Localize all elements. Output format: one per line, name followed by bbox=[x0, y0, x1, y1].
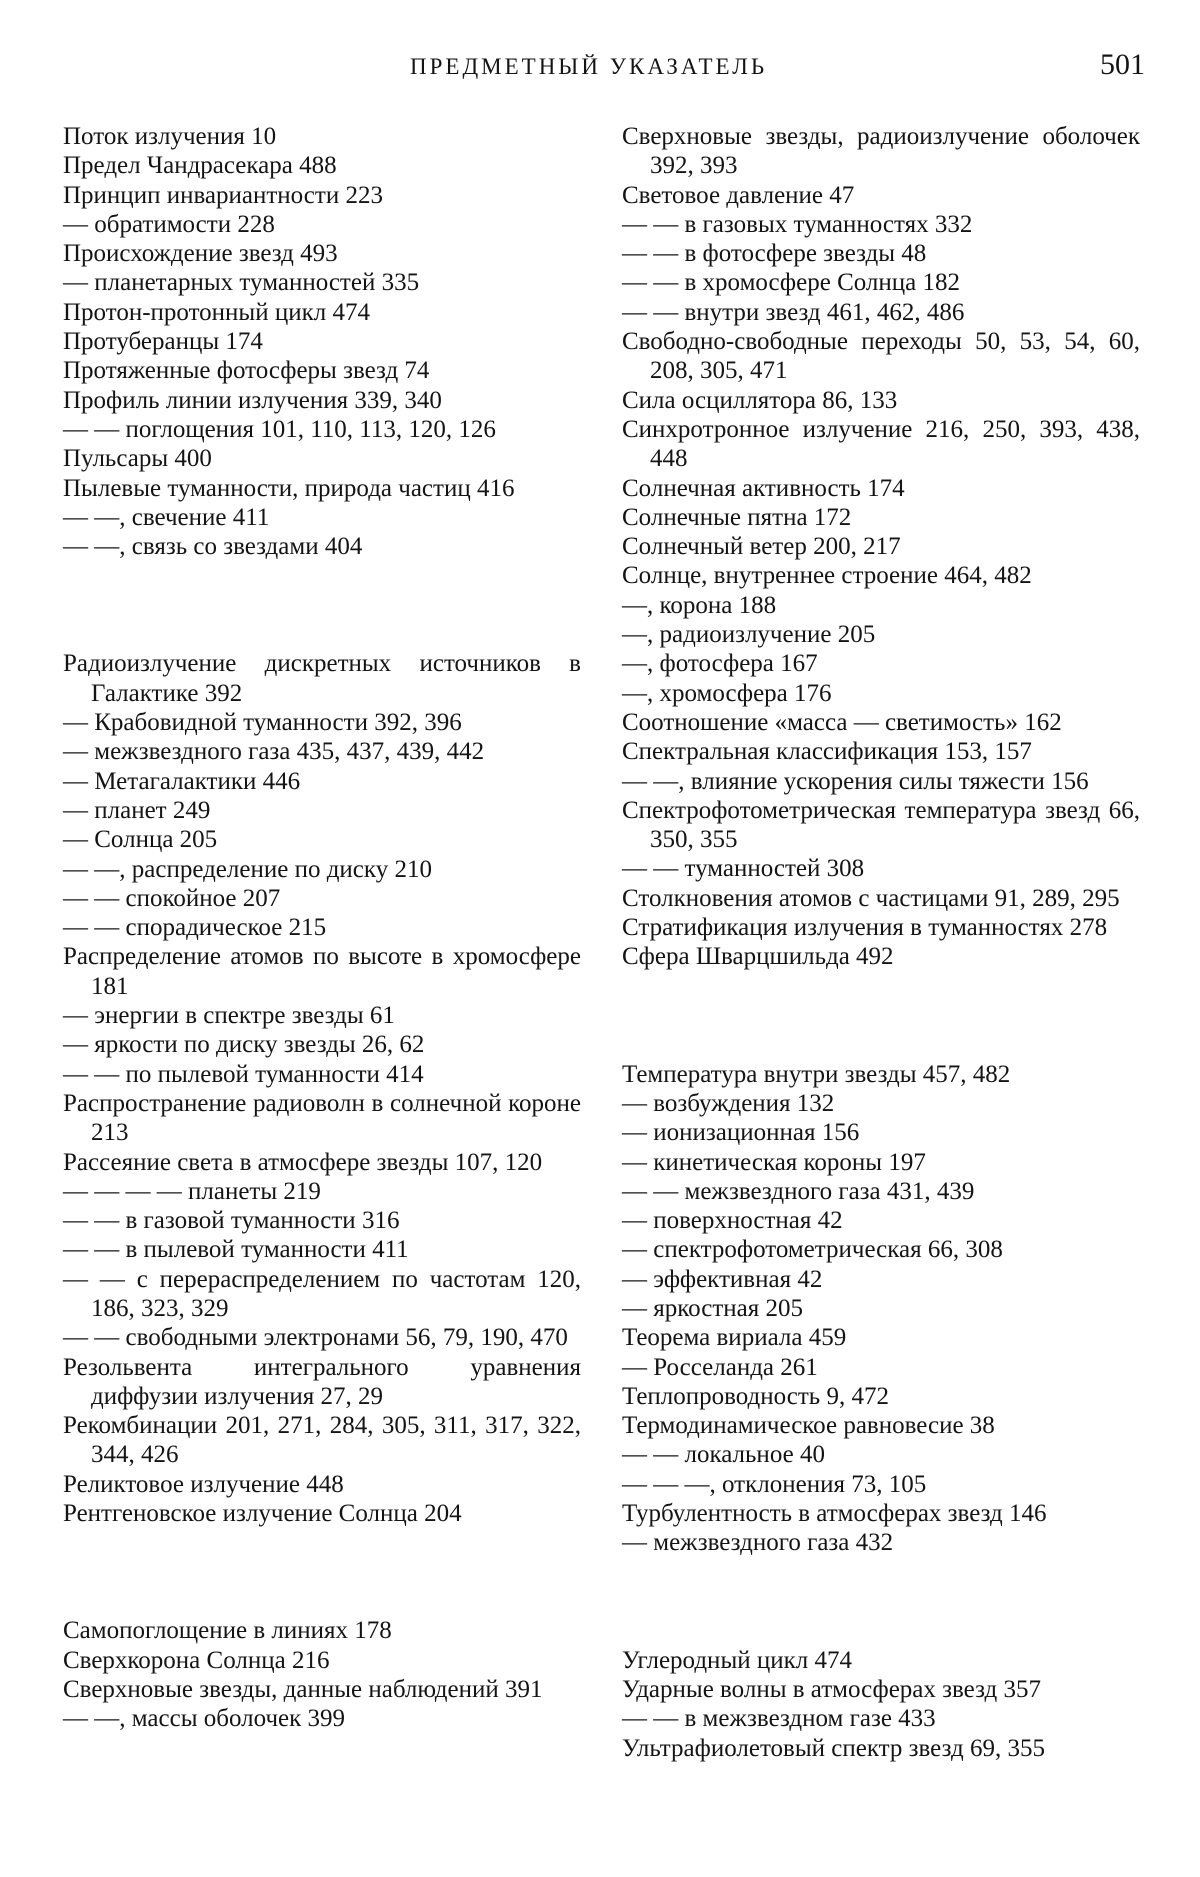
page-title: ПРЕДМЕТНЫЙ УКАЗАТЕЛЬ bbox=[410, 54, 768, 79]
index-entry: Турбулентность в атмосферах звезд 146 bbox=[622, 1500, 1047, 1528]
index-entry: —, радиоизлучение 205 bbox=[622, 621, 876, 649]
index-entry: Рассеяние света в атмосфере звезды 107, 120 bbox=[63, 1148, 543, 1176]
letter-group-gap bbox=[622, 1558, 1140, 1646]
index-entry: Углеродный цикл 474 bbox=[622, 1646, 852, 1674]
index-entry: Протон-протонный цикл 474 bbox=[63, 298, 370, 326]
letter-group bbox=[63, 122, 581, 561]
index-entry: Сфера Шварцшильда 492 bbox=[622, 943, 894, 971]
letter-group bbox=[63, 1616, 581, 1733]
index-entry: Солнце, внутреннее строение 464, 482 bbox=[622, 562, 1032, 590]
index-entry: Сила осциллятора 86, 133 bbox=[622, 386, 898, 414]
index-column-left bbox=[63, 122, 581, 1734]
index-entry: — — спокойное 207 bbox=[63, 884, 281, 912]
index-entry: — — в газовых туманностях 332 bbox=[622, 210, 973, 238]
index-entry: Теорема вириала 459 bbox=[622, 1324, 847, 1352]
index-entry: — — поглощения 101, 110, 113, 120, 126 bbox=[63, 415, 496, 443]
index-entry: — спектрофотометрическая 66, 308 bbox=[622, 1236, 1003, 1264]
index-entry: Профиль линии излучения 339, 340 bbox=[63, 386, 442, 414]
index-entry: — —, связь со звездами 404 bbox=[63, 533, 363, 561]
letter-group bbox=[63, 649, 581, 1528]
index-entry: — — в межзвездном газе 433 bbox=[622, 1705, 936, 1733]
index-entry: — — в хромосфере Солнца 182 bbox=[622, 269, 960, 297]
index-column-right bbox=[622, 122, 1140, 1763]
index-entry: — —, распределение по диску 210 bbox=[63, 855, 432, 883]
index-entry: Ударные волны в атмосферах звезд 357 bbox=[622, 1675, 1041, 1703]
index-entry: — ионизационная 156 bbox=[622, 1119, 860, 1147]
index-entry: Происхождение звезд 493 bbox=[63, 240, 338, 268]
index-entry: — — в газовой туманности 316 bbox=[63, 1207, 400, 1235]
index-entry: Синхротронное излучение 216, 250, 393, 438, 448 bbox=[622, 415, 1140, 473]
index-entry: Пульсары 400 bbox=[63, 445, 212, 473]
page-number: 501 bbox=[1100, 48, 1145, 81]
letter-group-gap bbox=[63, 561, 581, 649]
index-entry: — Метагалактики 446 bbox=[63, 767, 301, 795]
index-entry: Рентгеновское излучение Солнца 204 bbox=[63, 1500, 462, 1528]
index-entry: — — по пылевой туманности 414 bbox=[63, 1060, 424, 1088]
index-entry: — поверхностная 42 bbox=[622, 1207, 843, 1235]
index-entry: — — в пылевой туманности 411 bbox=[63, 1236, 409, 1264]
index-entry: Радиоизлучение дискретных источников в Галактике 392 bbox=[63, 650, 581, 707]
index-entry: Сверхновые звезды, радиоизлучение оболочек 392, 393 bbox=[622, 123, 1140, 180]
index-entry: — межзвездного газа 435, 437, 439, 442 bbox=[63, 738, 485, 766]
index-entry: Рекомбинации 201, 271, 284, 305, 311, 317, 322, 344, 426 bbox=[63, 1412, 581, 1469]
index-entry: — Солнца 205 bbox=[63, 826, 218, 854]
index-entry: — обратимости 228 bbox=[63, 210, 275, 238]
letter-group bbox=[622, 122, 1140, 972]
index-entry: — Росселанда 261 bbox=[622, 1353, 818, 1381]
index-entry: — межзвездного газа 432 bbox=[622, 1529, 894, 1557]
index-entry: Реликтовое излучение 448 bbox=[63, 1470, 344, 1498]
index-entry: — возбуждения 132 bbox=[622, 1089, 835, 1117]
index-entry: Предел Чандрасекара 488 bbox=[63, 152, 337, 180]
index-entry: Соотношение «масса — светимость» 162 bbox=[622, 708, 1062, 736]
index-entry: Термодинамическое равновесие 38 bbox=[622, 1412, 995, 1440]
index-entry: — кинетическая короны 197 bbox=[622, 1148, 926, 1176]
index-entry: Распространение радиоволн в солнечной короне 213 bbox=[63, 1089, 581, 1147]
letter-group bbox=[622, 1060, 1140, 1558]
index-entry: Принцип инвариантности 223 bbox=[63, 181, 383, 209]
index-entry: Поток излучения 10 bbox=[63, 123, 277, 150]
index-entry: — — в фотосфере звезды 48 bbox=[622, 240, 927, 268]
index-entry: Стратификация излучения в туманностях 278 bbox=[622, 914, 1108, 942]
index-entry: Температура внутри звезды 457, 482 bbox=[622, 1060, 1011, 1088]
index-entry: — — — — планеты 219 bbox=[63, 1177, 321, 1205]
index-entry: Световое давление 47 bbox=[622, 181, 855, 209]
index-entry: — эффективная 42 bbox=[622, 1265, 823, 1293]
index-entry: Солнечный ветер 200, 217 bbox=[622, 533, 901, 561]
index-entry: — —, влияние ускорения силы тяжести 156 bbox=[622, 767, 1089, 795]
index-entry: —, фотосфера 167 bbox=[622, 650, 818, 678]
index-entry: Солнечные пятна 172 bbox=[622, 503, 852, 531]
index-entry: — —, массы оболочек 399 bbox=[63, 1705, 346, 1733]
index-entry: Пылевые туманности, природа частиц 416 bbox=[63, 474, 515, 502]
index-entry: Спектрофотометрическая температура звезд 66, 350, 355 bbox=[622, 796, 1140, 854]
index-entry: — — спорадическое 215 bbox=[63, 914, 327, 942]
index-entry: Протяженные фотосферы звезд 74 bbox=[63, 357, 430, 385]
index-entry: — яркостная 205 bbox=[622, 1294, 803, 1322]
index-entry: Сверхновые звезды, данные наблюдений 391 bbox=[63, 1675, 543, 1703]
index-entry: — энергии в спектре звезды 61 bbox=[63, 1002, 395, 1030]
letter-group-gap bbox=[622, 972, 1140, 1060]
index-entry: Ультрафиолетовый спектр звезд 69, 355 bbox=[622, 1734, 1045, 1762]
index-entry: — — межзвездного газа 431, 439 bbox=[622, 1177, 975, 1205]
letter-group bbox=[622, 1646, 1140, 1763]
index-entry: Резольвента интегрального уравнения диффузии излучения 27, 29 bbox=[63, 1353, 581, 1410]
index-entry: Столкновения атомов с частицами 91, 289, 295 bbox=[622, 884, 1120, 912]
index-entry: — — туманностей 308 bbox=[622, 855, 865, 883]
index-entry: Распределение атомов по высоте в хромосфере 181 bbox=[63, 943, 581, 1000]
index-entry: — —, свечение 411 bbox=[63, 503, 270, 531]
index-entry: Теплопроводность 9, 472 bbox=[622, 1382, 889, 1410]
index-entry: — планетарных туманностей 335 bbox=[63, 269, 420, 297]
letter-group-gap bbox=[63, 1528, 581, 1616]
running-head bbox=[0, 48, 1200, 88]
index-entry: — — внутри звезд 461, 462, 486 bbox=[622, 298, 965, 326]
index-entry: — — свободными электронами 56, 79, 190, 470 bbox=[63, 1324, 568, 1352]
index-entry: —, хромосфера 176 bbox=[622, 679, 832, 707]
index-entry: — — —, отклонения 73, 105 bbox=[622, 1470, 927, 1498]
index-entry: Солнечная активность 174 bbox=[622, 474, 905, 502]
index-entry: — планет 249 bbox=[63, 796, 211, 824]
index-entry: —, корона 188 bbox=[622, 591, 777, 619]
index-entry: Самопоглощение в линиях 178 bbox=[63, 1617, 392, 1645]
index-entry: — Крабовидной туманности 392, 396 bbox=[63, 709, 462, 737]
index-entry: Протуберанцы 174 bbox=[63, 328, 263, 356]
index-entry: Сверхкорона Солнца 216 bbox=[63, 1646, 330, 1674]
index-entry: — — локальное 40 bbox=[622, 1441, 825, 1469]
index-entry: Спектральная классификация 153, 157 bbox=[622, 738, 1032, 766]
index-entry: Свободно-свободные переходы 50, 53, 54, 60, 208, 305, 471 bbox=[622, 328, 1140, 385]
index-entry: — — с перераспределением по частотам 120, 186, 323, 329 bbox=[63, 1265, 581, 1322]
index-entry: — яркости по диску звезды 26, 62 bbox=[63, 1031, 425, 1059]
